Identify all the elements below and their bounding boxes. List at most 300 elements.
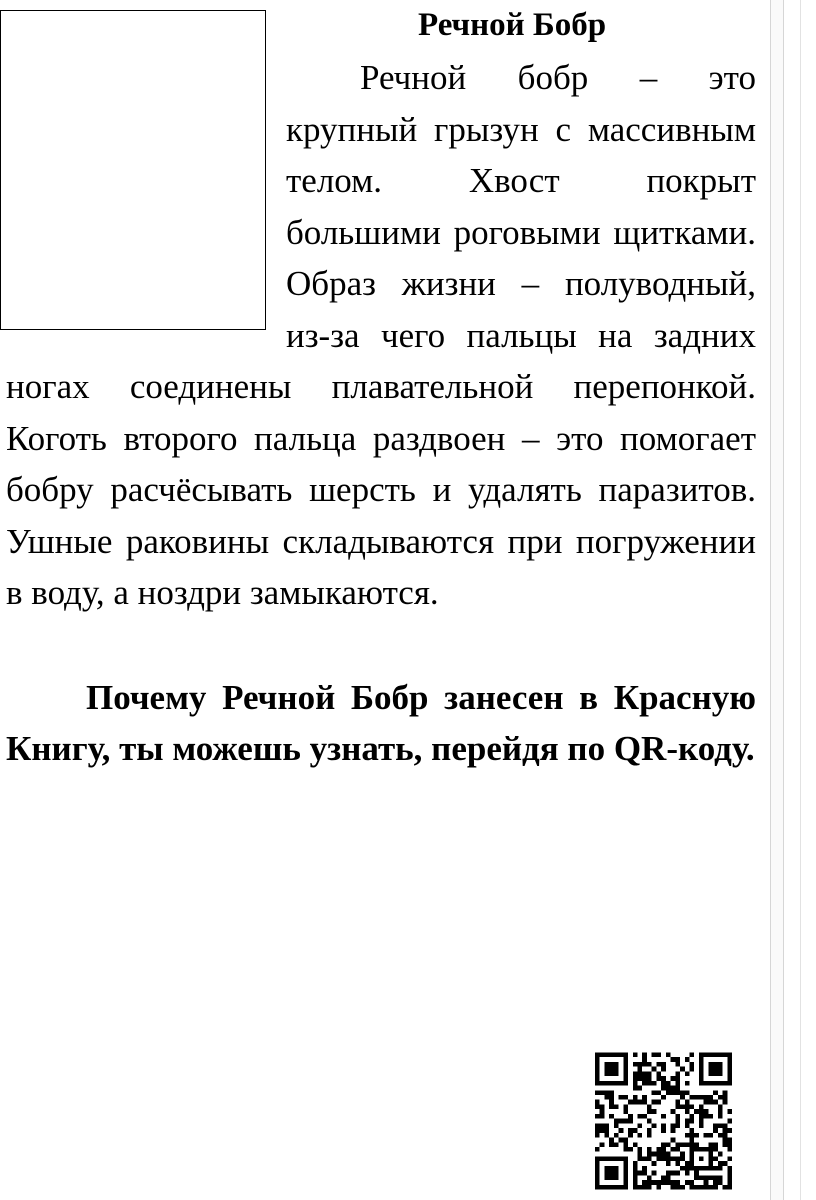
qr-module [689,1119,694,1124]
qr-module [685,1166,690,1171]
qr-module [713,1180,718,1185]
qr-module [723,1185,728,1190]
qr-module [656,1156,661,1161]
qr-module [614,1123,619,1128]
qr-module [727,1171,732,1176]
qr-module [704,1185,709,1190]
qr-module [723,1081,728,1086]
qr-module [689,1062,694,1067]
qr-module [680,1095,685,1100]
qr-module [656,1185,661,1190]
qr-module [595,1067,600,1072]
qr-module [723,1053,728,1058]
qr-module [727,1185,732,1190]
qr-module [633,1100,638,1105]
qr-module [685,1161,690,1166]
qr-module [619,1156,624,1161]
qr-module [595,1076,600,1081]
qr-module [652,1161,657,1166]
qr-module [727,1119,732,1124]
scrollbar-track[interactable] [770,0,784,1200]
qr-module [633,1081,638,1086]
qr-module [727,1175,732,1180]
qr-module [647,1175,652,1180]
qr-module [652,1123,657,1128]
qr-module [689,1147,694,1152]
qr-module [600,1109,605,1114]
qr-module [680,1156,685,1161]
qr-module [708,1100,713,1105]
qr-module [699,1067,704,1072]
qr-module [685,1081,690,1086]
qr-module [704,1081,709,1086]
qr-module [604,1133,609,1138]
qr-module [685,1171,690,1176]
qr-module [614,1171,619,1176]
qr-module [614,1175,619,1180]
qr-module [666,1142,671,1147]
qr-module [628,1133,633,1138]
qr-module [595,1133,600,1138]
qr-module [699,1185,704,1190]
qr-module [614,1067,619,1072]
qr-module [689,1166,694,1171]
qr-module [699,1114,704,1119]
qr-module [713,1147,718,1152]
qr-module [718,1067,723,1072]
qr-module [595,1161,600,1166]
qr-module [689,1095,694,1100]
qr-module [661,1067,666,1072]
qr-module [723,1128,728,1133]
qr-module [675,1156,680,1161]
qr-module [628,1100,633,1105]
qr-module [652,1090,657,1095]
qr-module [609,1171,614,1176]
qr-module [675,1071,680,1076]
qr-module [609,1104,614,1109]
qr-module [661,1147,666,1152]
qr-module [671,1185,676,1190]
qr-module [723,1138,728,1143]
qr-module [642,1100,647,1105]
page-title: Речной Бобр [418,7,607,43]
qr-module [727,1138,732,1143]
qr-module [713,1156,718,1161]
qr-module [723,1123,728,1128]
qr-module [666,1156,671,1161]
qr-module [708,1071,713,1076]
qr-module [642,1156,647,1161]
qr-module [595,1071,600,1076]
qr-module [680,1152,685,1157]
qr-module [666,1090,671,1095]
qr-module [685,1180,690,1185]
qr-module [614,1071,619,1076]
qr-module [699,1053,704,1058]
qr-module [642,1053,647,1058]
qr-module [614,1166,619,1171]
qr-module [609,1090,614,1095]
qr-module [595,1147,600,1152]
qr-module [675,1119,680,1124]
qr-module [666,1175,671,1180]
qr-module [623,1161,628,1166]
qr-module [671,1171,676,1176]
qr-module [656,1053,661,1058]
qr-module [642,1166,647,1171]
qr-module [600,1156,605,1161]
qr-module [614,1142,619,1147]
qr-module [713,1100,718,1105]
qr-module [614,1062,619,1067]
qr-module [604,1156,609,1161]
qr-module [647,1076,652,1081]
qr-module [595,1171,600,1176]
qr-module [656,1180,661,1185]
qr-module [642,1081,647,1086]
qr-module [609,1067,614,1072]
qr-module [600,1114,605,1119]
qr-module [680,1142,685,1147]
qr-module [661,1114,666,1119]
qr-module [727,1109,732,1114]
qr-module [595,1114,600,1119]
qr-module [595,1180,600,1185]
qr-module [723,1133,728,1138]
qr-module [628,1147,633,1152]
qr-module [694,1095,699,1100]
qr-module [699,1166,704,1171]
qr-module [671,1057,676,1062]
qr-module [623,1109,628,1114]
qr-code-icon[interactable] [595,1052,732,1190]
qr-module [675,1100,680,1105]
qr-module [661,1156,666,1161]
qr-module [694,1147,699,1152]
qr-module [642,1076,647,1081]
qr-module [623,1138,628,1143]
qr-module [689,1138,694,1143]
qr-module [656,1090,661,1095]
qr-module [675,1086,680,1091]
qr-module [685,1057,690,1062]
qr-module [647,1062,652,1067]
qr-module [675,1104,680,1109]
qr-module [666,1081,671,1086]
qr-module [727,1142,732,1147]
qr-module [623,1104,628,1109]
qr-module [685,1071,690,1076]
qr-module [619,1081,624,1086]
qr-module [671,1128,676,1133]
qr-module [699,1057,704,1062]
qr-module [666,1180,671,1185]
qr-module [661,1123,666,1128]
qr-module [638,1086,643,1091]
qr-module [671,1090,676,1095]
qr-module [604,1081,609,1086]
qr-module [623,1057,628,1062]
qr-module [675,1161,680,1166]
qr-module [633,1062,638,1067]
qr-module [694,1185,699,1190]
qr-module [685,1142,690,1147]
qr-module [647,1133,652,1138]
qr-module [642,1114,647,1119]
qr-module [675,1090,680,1095]
qr-module [680,1090,685,1095]
qr-module [671,1156,676,1161]
qr-module [713,1166,718,1171]
qr-module [680,1185,685,1190]
qr-module [675,1185,680,1190]
qr-module [638,1171,643,1176]
qr-module [642,1095,647,1100]
qr-module [614,1156,619,1161]
qr-module [675,1076,680,1081]
qr-module [675,1057,680,1062]
qr-module [633,1053,638,1058]
qr-module [680,1104,685,1109]
qr-module [609,1062,614,1067]
document-page [6,0,756,1200]
qr-module [723,1100,728,1105]
qr-module [689,1185,694,1190]
qr-module [675,1081,680,1086]
qr-module [652,1109,657,1114]
qr-module [666,1053,671,1058]
qr-module [689,1133,694,1138]
qr-module [604,1171,609,1176]
qr-module [685,1133,690,1138]
qr-module [619,1185,624,1190]
call-to-action [6,672,756,775]
qr-module [609,1166,614,1171]
qr-module [638,1147,643,1152]
qr-module [600,1081,605,1086]
qr-module [633,1128,638,1133]
qr-module [675,1147,680,1152]
qr-module [647,1128,652,1133]
qr-module [623,1119,628,1124]
qr-module [704,1100,709,1105]
qr-module [727,1071,732,1076]
article-body-text: Речной бобр – это крупный грызун с массивным телом. Хвост покрыт большими роговыми щитками. Образ жизни – полуводный, из-за чего пальцы на задних ногах соединены плавательной перепонкой. Коготь второго пальца раздвоен – это помогает бобру расчёсывать шерсть и удалять паразитов. Ушные раковины складываются при погружении в воду, а ноздри замыкаются. [6,58,756,612]
qr-module [623,1053,628,1058]
qr-module [689,1053,694,1058]
qr-module [638,1114,643,1119]
qr-module [675,1180,680,1185]
qr-module [652,1067,657,1072]
qr-module [685,1109,690,1114]
qr-module [619,1095,624,1100]
qr-module [656,1076,661,1081]
qr-module [713,1081,718,1086]
qr-module [699,1095,704,1100]
qr-module [652,1180,657,1185]
qr-module [689,1161,694,1166]
qr-module [628,1119,633,1124]
qr-module [689,1104,694,1109]
qr-module [723,1090,728,1095]
qr-module [704,1175,709,1180]
qr-module [619,1119,624,1124]
qr-module [699,1062,704,1067]
qr-module [661,1081,666,1086]
qr-module [718,1123,723,1128]
qr-module [689,1128,694,1133]
qr-module [604,1067,609,1072]
qr-module [671,1138,676,1143]
qr-module [675,1123,680,1128]
qr-module [727,1057,732,1062]
qr-module [595,1057,600,1062]
qr-module [718,1175,723,1180]
image-placeholder-icon [0,10,266,330]
qr-module [609,1053,614,1058]
qr-module [704,1114,709,1119]
qr-module [614,1133,619,1138]
qr-module [704,1133,709,1138]
qr-module [727,1062,732,1067]
qr-module [694,1133,699,1138]
qr-module [595,1166,600,1171]
qr-module [699,1081,704,1086]
qr-module [727,1166,732,1171]
qr-module [671,1180,676,1185]
qr-module [638,1067,643,1072]
qr-module [609,1071,614,1076]
qr-module [604,1071,609,1076]
qr-module [671,1086,676,1091]
qr-module [708,1067,713,1072]
qr-module [727,1076,732,1081]
qr-module [600,1128,605,1133]
qr-module [723,1161,728,1166]
qr-module [718,1081,723,1086]
qr-module [699,1156,704,1161]
qr-module [675,1171,680,1176]
qr-module [595,1156,600,1161]
qr-module [642,1071,647,1076]
qr-module [727,1147,732,1152]
qr-module [647,1119,652,1124]
qr-module [713,1090,718,1095]
qr-module [609,1142,614,1147]
qr-module [638,1133,643,1138]
qr-module [604,1123,609,1128]
qr-module [609,1114,614,1119]
qr-module [647,1147,652,1152]
qr-module [723,1142,728,1147]
qr-module [638,1185,643,1190]
qr-module [600,1123,605,1128]
qr-module [609,1100,614,1105]
qr-module [685,1090,690,1095]
qr-module [685,1123,690,1128]
qr-module [685,1104,690,1109]
qr-module [713,1142,718,1147]
qr-module [713,1128,718,1133]
qr-module [595,1062,600,1067]
qr-module [595,1104,600,1109]
qr-module [604,1053,609,1058]
qr-module [699,1104,704,1109]
qr-module [699,1119,704,1124]
qr-module [704,1180,709,1185]
qr-module [708,1161,713,1166]
qr-module [638,1071,643,1076]
qr-module [656,1147,661,1152]
qr-module [642,1057,647,1062]
qr-module [704,1095,709,1100]
qr-module [619,1053,624,1058]
qr-module [708,1114,713,1119]
qr-module [718,1109,723,1114]
qr-module [656,1071,661,1076]
qr-module [694,1171,699,1176]
qr-module [604,1095,609,1100]
qr-module [689,1067,694,1072]
qr-module [647,1109,652,1114]
qr-module [666,1171,671,1176]
qr-module [642,1062,647,1067]
qr-module [595,1175,600,1180]
qr-module [713,1175,718,1180]
qr-module [727,1180,732,1185]
qr-module [708,1166,713,1171]
qr-module [675,1114,680,1119]
qr-module [708,1062,713,1067]
qr-module [680,1067,685,1072]
qr-module [718,1114,723,1119]
qr-module [713,1067,718,1072]
qr-module [623,1095,628,1100]
qr-module [666,1152,671,1157]
qr-module [638,1076,643,1081]
qr-module [595,1053,600,1058]
qr-module [656,1100,661,1105]
qr-module [604,1062,609,1067]
qr-module [671,1123,676,1128]
qr-module [708,1156,713,1161]
qr-module [633,1086,638,1091]
qr-module [623,1175,628,1180]
qr-module [638,1156,643,1161]
qr-module [604,1128,609,1133]
qr-module [718,1133,723,1138]
qr-module [609,1185,614,1190]
qr-module [689,1152,694,1157]
qr-module [718,1053,723,1058]
qr-module [666,1161,671,1166]
qr-module [713,1185,718,1190]
qr-module [661,1062,666,1067]
qr-module [633,1180,638,1185]
qr-module [699,1147,704,1152]
qr-module [699,1175,704,1180]
qr-module [600,1090,605,1095]
qr-module [623,1166,628,1171]
qr-module [623,1076,628,1081]
qr-module [718,1180,723,1185]
qr-module [623,1185,628,1190]
qr-module [623,1147,628,1152]
qr-module [699,1071,704,1076]
qr-module [713,1123,718,1128]
qr-module [685,1119,690,1124]
